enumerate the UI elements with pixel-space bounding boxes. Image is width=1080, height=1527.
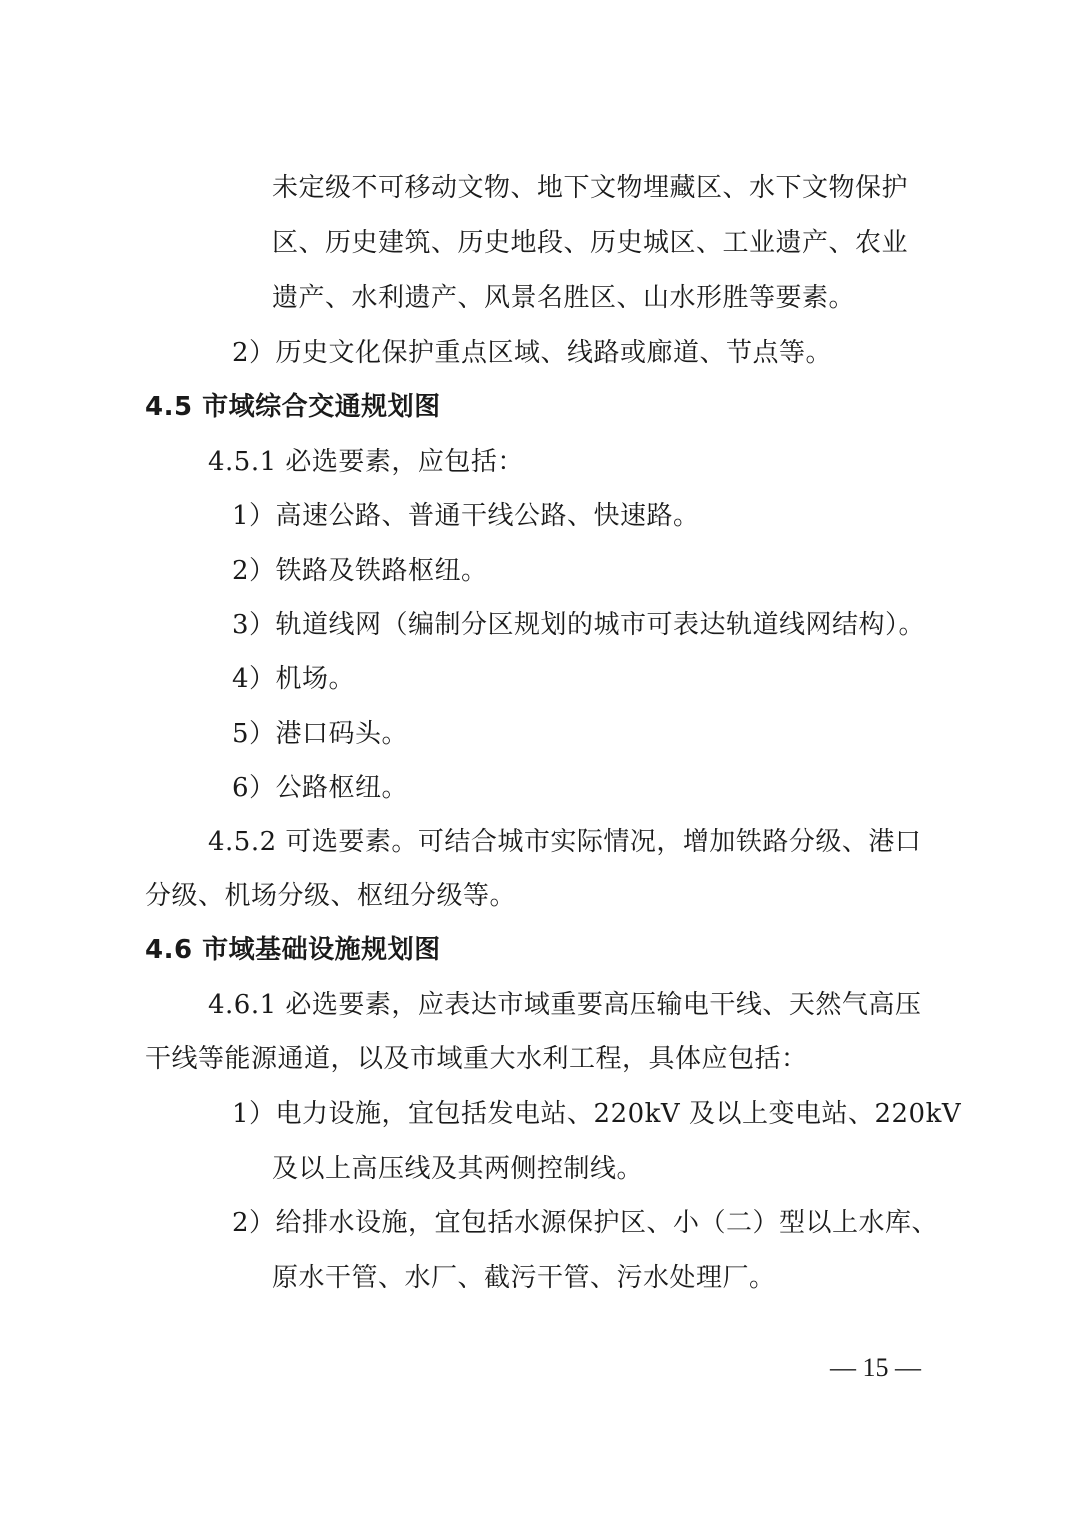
text-line: 区、历史建筑、历史地段、历史城区、工业遗产、农业: [272, 228, 909, 258]
text-line: 及以上高压线及其两侧控制线。: [272, 1154, 644, 1184]
subsection-text: 4.6.1 必选要素，应表达市域重要高压输电干线、天然气高压: [208, 990, 922, 1020]
page-number: — 15 —: [830, 1353, 921, 1382]
section-heading-4-6: 4.6 市域基础设施规划图: [145, 935, 441, 965]
list-item: 1）高速公路、普通干线公路、快速路。: [232, 501, 700, 531]
list-item: 4）机场。: [232, 664, 356, 694]
list-item: 2）铁路及铁路枢纽。: [232, 556, 488, 586]
subsection-text: 4.5.1 必选要素，应包括：: [208, 447, 524, 477]
list-item: 3）轨道线网（编制分区规划的城市可表达轨道线网结构）。: [232, 610, 926, 640]
text-line: 未定级不可移动文物、地下文物埋藏区、水下文物保护: [272, 173, 909, 203]
text-line: 分级、机场分级、枢纽分级等。: [145, 881, 517, 911]
text-line: 遗产、水利遗产、风景名胜区、山水形胜等要素。: [272, 283, 856, 313]
list-item: 2）历史文化保护重点区域、线路或廊道、节点等。: [232, 338, 833, 368]
section-heading-4-5: 4.5 市域综合交通规划图: [145, 392, 441, 422]
list-item: 5）港口码头。: [232, 719, 409, 749]
list-item: 6）公路枢纽。: [232, 773, 409, 803]
text-line: 干线等能源通道，以及市域重大水利工程，具体应包括：: [145, 1044, 808, 1074]
list-item: 1）电力设施，宜包括发电站、220kV 及以上变电站、220kV: [232, 1099, 962, 1129]
subsection-text: 4.5.2 可选要素。可结合城市实际情况，增加铁路分级、港口: [208, 827, 922, 857]
list-item: 2）给排水设施，宜包括水源保护区、小（二）型以上水库、: [232, 1208, 939, 1238]
text-line: 原水干管、水厂、截污干管、污水处理厂。: [272, 1263, 776, 1293]
